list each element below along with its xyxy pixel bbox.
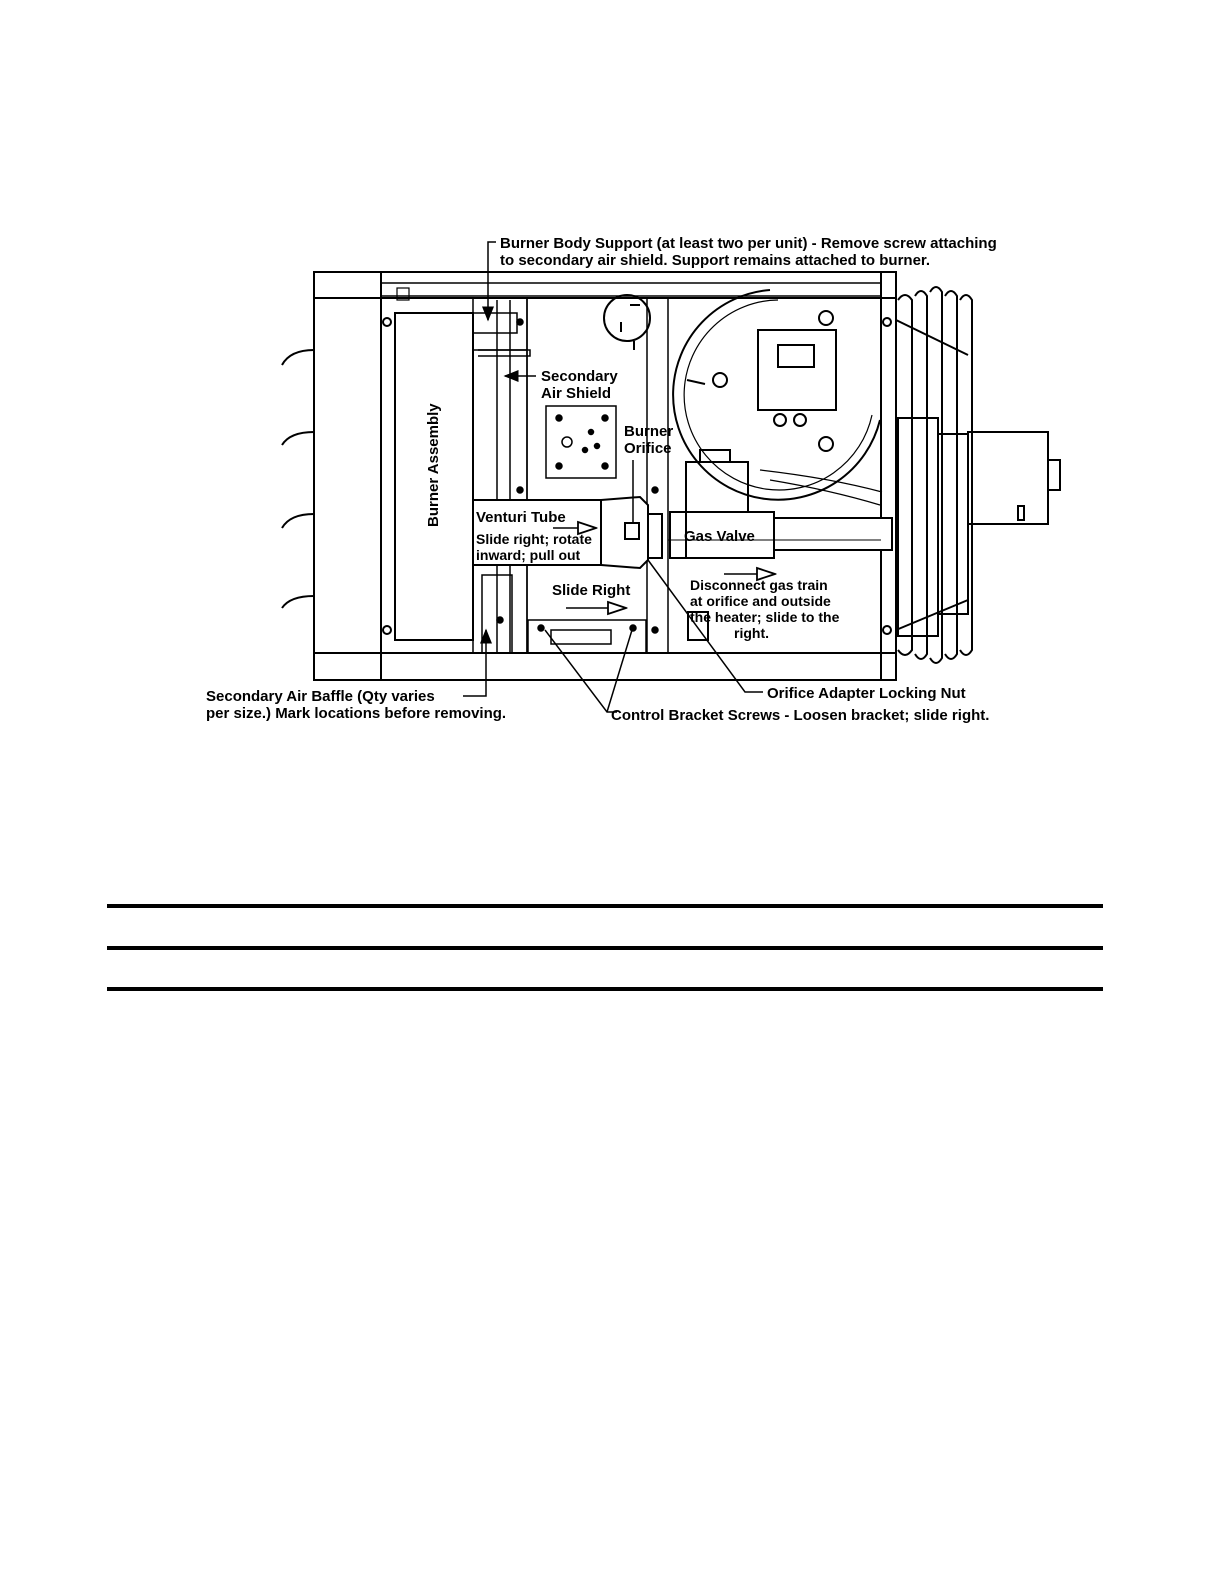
table-rule-bottom — [107, 987, 1103, 991]
motor — [898, 418, 1060, 636]
burner-assembly-label: Burner Assembly — [425, 403, 442, 527]
venturi-tube-label: Venturi Tube — [476, 509, 566, 526]
burner-body-support-line1: Burner Body Support (at least two per unit) - Remove screw attaching — [500, 235, 997, 252]
burner-orifice-line1: Burner — [624, 423, 674, 440]
gas-train-line4: right. — [734, 625, 769, 641]
secondary-air-baffle-line1: Secondary Air Baffle (Qty varies — [206, 688, 435, 705]
secondary-air-baffle-line2: per size.) Mark locations before removing. — [206, 705, 507, 722]
secondary-air-shield — [473, 298, 530, 653]
gas-train-line3: the heater; slide to the — [690, 609, 840, 625]
table-rule-top — [107, 904, 1103, 908]
side-louver-hooks — [282, 350, 314, 608]
gas-valve-label: Gas Valve — [684, 528, 755, 545]
control-bracket — [528, 620, 646, 653]
table-rule-middle — [107, 946, 1103, 950]
secondary-air-shield-line2: Air Shield — [541, 385, 612, 402]
slide-right-label: Slide Right — [552, 582, 631, 599]
gas-train-line2: at orifice and outside — [690, 593, 831, 609]
orifice-adapter-locking-nut-label: Orifice Adapter Locking Nut — [767, 685, 966, 702]
gas-train-line1: Disconnect gas train — [690, 577, 828, 593]
secondary-air-shield-line1: Secondary — [541, 368, 618, 385]
venturi-note-line1: Slide right; rotate — [476, 531, 592, 547]
control-compartment — [527, 298, 668, 653]
venturi-note-line2: inward; pull out — [476, 547, 581, 563]
control-bracket-screws-label: Control Bracket Screws - Loosen bracket; slide right. — [611, 707, 990, 724]
burner-orifice-line2: Orifice — [624, 440, 672, 457]
burner-body-support-line2: to secondary air shield. Support remains attached to burner. — [500, 252, 931, 269]
gauge-icon — [604, 295, 650, 350]
